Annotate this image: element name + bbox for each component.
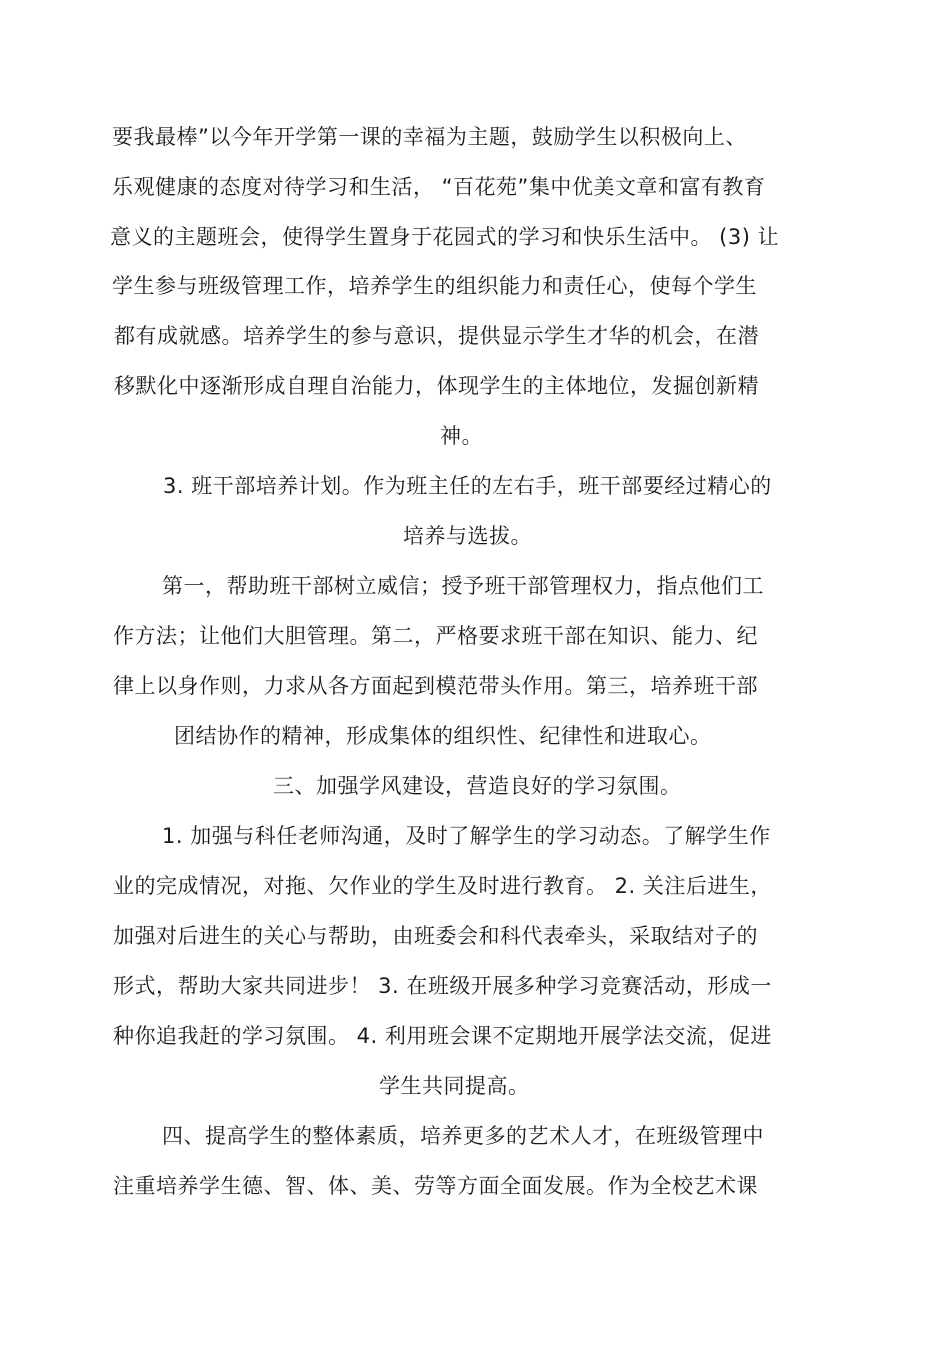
text-line: 加强对后进生的关心与帮助，由班委会和科代表牵头，采取结对子的	[113, 924, 758, 948]
text-line: 都有成就感。培养学生的参与意识，提供显示学生才华的机会，在潜	[114, 324, 759, 348]
text-line: 注重培养学生德、智、体、美、劳等方面全面发展。作为全校艺术课	[113, 1174, 758, 1198]
text-line: 第一，帮助班干部树立威信；授予班干部管理权力，指点他们工	[162, 574, 764, 598]
text-line: 神。	[440, 424, 483, 448]
text-line: 意义的主题班会，使得学生置身于花园式的学习和快乐生活中。 (3) 让	[110, 225, 780, 249]
text-line: 1. 加强与科任老师沟通，及时了解学生的学习动态。了解学生作	[162, 824, 771, 848]
text-line: 要我最棒”以今年开学第一课的幸福为主题，鼓励学生以积极向上、	[112, 125, 747, 149]
text-line: 业的完成情况，对拖、欠作业的学生及时进行教育。 2. 关注后进生，	[113, 874, 772, 898]
section-heading: 四、提高学生的整体素质，培养更多的艺术人才，在班级管理中	[162, 1124, 764, 1148]
text-line: 团结协作的精神，形成集体的组织性、纪律性和进取心。	[174, 724, 712, 748]
text-line: 作方法；让他们大胆管理。第二，严格要求班干部在知识、能力、纪	[113, 624, 758, 648]
text-line: 律上以身作则，力求从各方面起到模范带头作用。第三，培养班干部	[113, 674, 758, 698]
text-line: 种你追我赶的学习氛围。 4. 利用班会课不定期地开展学法交流，促进	[113, 1024, 772, 1048]
text-line: 学生共同提高。	[379, 1074, 530, 1098]
section-heading: 三、加强学风建设，营造良好的学习氛围。	[273, 774, 682, 798]
text-line: 移默化中逐渐形成自理自治能力，体现学生的主体地位，发掘创新精	[114, 374, 759, 398]
text-line: 培养与选拔。	[403, 524, 532, 548]
text-line: 形式，帮助大家共同进步！ 3. 在班级开展多种学习竞赛活动，形成一	[113, 974, 772, 998]
text-line: 学生参与班级管理工作，培养学生的组织能力和责任心，使每个学生	[112, 274, 757, 298]
section-heading: 3. 班干部培养计划。作为班主任的左右手，班干部要经过精心的	[163, 474, 772, 498]
text-line: 乐观健康的态度对待学习和生活， “百花苑”集中优美文章和富有教育	[112, 175, 766, 199]
